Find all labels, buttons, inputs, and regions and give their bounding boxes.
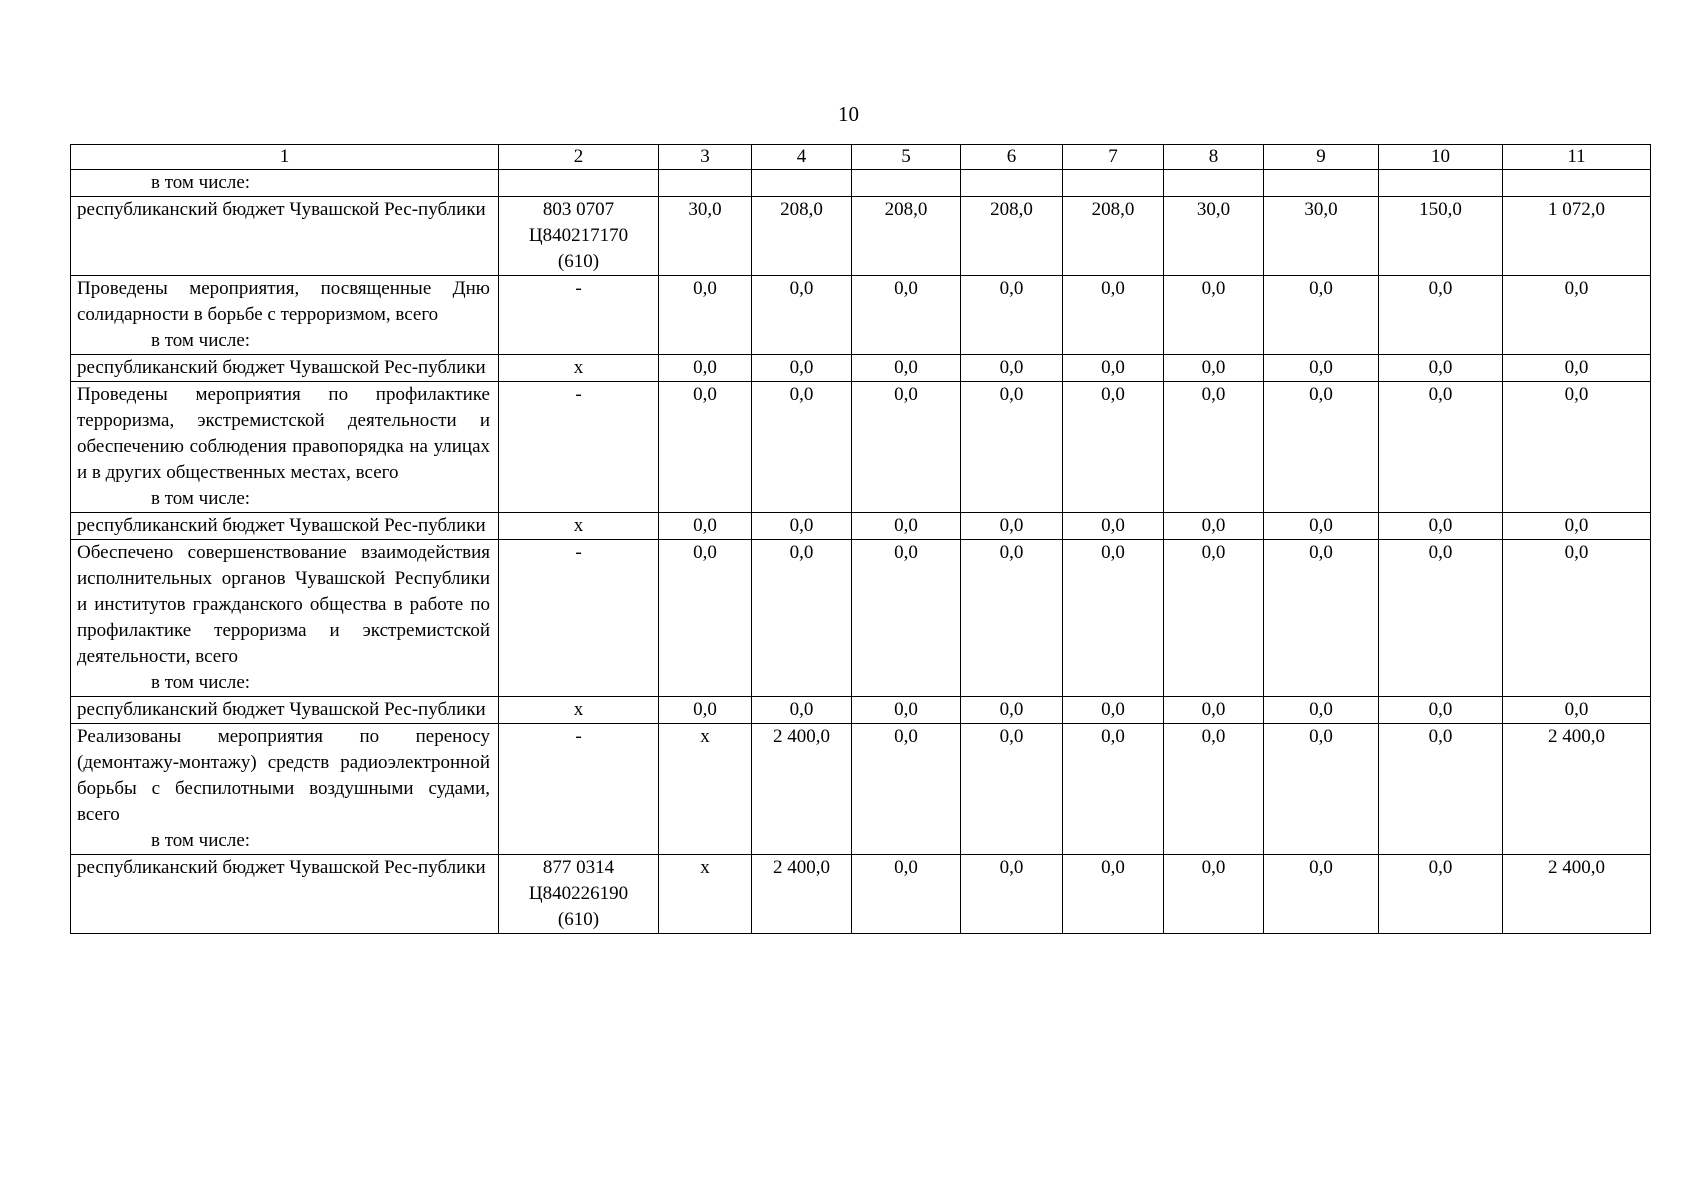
- value-cell: 0,0: [1379, 382, 1503, 513]
- value-cell: 0,0: [961, 513, 1063, 540]
- column-header: 6: [961, 145, 1063, 170]
- value-cell: [852, 170, 961, 197]
- page-number: 10: [838, 102, 859, 126]
- row-name-cell: [71, 540, 499, 697]
- budget-code: х: [499, 355, 659, 382]
- row-name-cell: [71, 276, 499, 355]
- value-cell: 0,0: [1264, 540, 1379, 697]
- table-row: [71, 855, 1651, 934]
- value-cell: х: [659, 855, 752, 934]
- value-cell: 30,0: [1164, 197, 1264, 276]
- budget-code: 803 0707 Ц840217170 (610): [499, 197, 659, 276]
- column-header: 8: [1164, 145, 1264, 170]
- table-row: [71, 513, 1651, 540]
- value-cell: 0,0: [961, 540, 1063, 697]
- value-cell: 0,0: [752, 697, 852, 724]
- value-cell: 0,0: [1164, 513, 1264, 540]
- value-cell: 0,0: [852, 540, 961, 697]
- row-name-cell: [71, 855, 499, 934]
- column-header: 9: [1264, 145, 1379, 170]
- value-cell: 0,0: [1164, 540, 1264, 697]
- value-cell: 1 072,0: [1503, 197, 1651, 276]
- value-cell: 0,0: [852, 513, 961, 540]
- value-cell: 0,0: [852, 355, 961, 382]
- value-cell: 0,0: [852, 697, 961, 724]
- value-cell: 0,0: [852, 855, 961, 934]
- budget-code: -: [499, 540, 659, 697]
- value-cell: [1264, 170, 1379, 197]
- value-cell: 0,0: [1063, 513, 1164, 540]
- column-header: 7: [1063, 145, 1164, 170]
- value-cell: 0,0: [1264, 697, 1379, 724]
- value-cell: 208,0: [752, 197, 852, 276]
- value-cell: 0,0: [752, 355, 852, 382]
- row-name-cell: [71, 197, 499, 276]
- row-subtitle: в том числе:: [151, 830, 251, 851]
- value-cell: 0,0: [1063, 724, 1164, 855]
- value-cell: [752, 170, 852, 197]
- value-cell: 30,0: [659, 197, 752, 276]
- row-name-cell: [71, 513, 499, 540]
- table-row: [71, 170, 1651, 197]
- value-cell: [1503, 170, 1651, 197]
- value-cell: 0,0: [1503, 697, 1651, 724]
- column-header: 10: [1379, 145, 1503, 170]
- value-cell: 0,0: [752, 276, 852, 355]
- value-cell: 2 400,0: [1503, 855, 1651, 934]
- row-subtitle: в том числе:: [151, 172, 251, 193]
- value-cell: [1063, 170, 1164, 197]
- value-cell: 0,0: [752, 513, 852, 540]
- value-cell: 2 400,0: [752, 855, 852, 934]
- value-cell: 0,0: [1264, 276, 1379, 355]
- budget-code: х: [499, 697, 659, 724]
- value-cell: 0,0: [961, 355, 1063, 382]
- value-cell: 0,0: [1063, 355, 1164, 382]
- value-cell: 0,0: [1164, 855, 1264, 934]
- row-name: республиканский бюджет Чувашской Рес-публики: [77, 199, 486, 220]
- row-name-cell: [71, 382, 499, 513]
- value-cell: 0,0: [852, 276, 961, 355]
- value-cell: 0,0: [659, 697, 752, 724]
- value-cell: 0,0: [1264, 855, 1379, 934]
- value-cell: 0,0: [1164, 697, 1264, 724]
- value-cell: 0,0: [1063, 855, 1164, 934]
- value-cell: 0,0: [1264, 724, 1379, 855]
- value-cell: 0,0: [1063, 382, 1164, 513]
- row-name: Реализованы мероприятия по переносу (демонтажу-монтажу) средств радиоэлектронной борьбы с беспилотными воздушными судами, всего: [77, 726, 490, 825]
- value-cell: 0,0: [1164, 276, 1264, 355]
- row-subtitle: в том числе:: [151, 672, 251, 693]
- table-row: [71, 540, 1651, 697]
- budget-code: [499, 170, 659, 197]
- value-cell: 0,0: [1164, 724, 1264, 855]
- value-cell: 2 400,0: [1503, 724, 1651, 855]
- value-cell: [659, 170, 752, 197]
- table-row: [71, 355, 1651, 382]
- value-cell: 2 400,0: [752, 724, 852, 855]
- table-row: [71, 382, 1651, 513]
- value-cell: 0,0: [1264, 382, 1379, 513]
- budget-code: х: [499, 513, 659, 540]
- value-cell: 0,0: [1503, 355, 1651, 382]
- value-cell: 0,0: [1379, 540, 1503, 697]
- table-row: [71, 697, 1651, 724]
- budget-code: -: [499, 724, 659, 855]
- table-row: [71, 724, 1651, 855]
- value-cell: 0,0: [659, 276, 752, 355]
- table-row: [71, 197, 1651, 276]
- value-cell: 0,0: [1063, 540, 1164, 697]
- budget-code: -: [499, 276, 659, 355]
- value-cell: 0,0: [659, 540, 752, 697]
- column-header: 4: [752, 145, 852, 170]
- value-cell: 30,0: [1264, 197, 1379, 276]
- header-row: [71, 145, 1651, 170]
- column-header: 5: [852, 145, 961, 170]
- value-cell: 0,0: [1264, 355, 1379, 382]
- budget-table: [70, 144, 1651, 934]
- value-cell: 0,0: [1503, 276, 1651, 355]
- value-cell: х: [659, 724, 752, 855]
- value-cell: 0,0: [752, 382, 852, 513]
- value-cell: 0,0: [1164, 355, 1264, 382]
- column-header: 1: [71, 145, 499, 170]
- row-name-cell: [71, 170, 499, 197]
- value-cell: 0,0: [1063, 697, 1164, 724]
- value-cell: 0,0: [752, 540, 852, 697]
- value-cell: 0,0: [1063, 276, 1164, 355]
- value-cell: 0,0: [961, 382, 1063, 513]
- row-name: Проведены мероприятия, посвященные Дню солидарности в борьбе с терроризмом, всего: [77, 278, 490, 325]
- budget-code: 877 0314 Ц840226190 (610): [499, 855, 659, 934]
- value-cell: [1379, 170, 1503, 197]
- value-cell: 0,0: [1503, 382, 1651, 513]
- value-cell: 0,0: [1164, 382, 1264, 513]
- value-cell: 0,0: [852, 382, 961, 513]
- value-cell: 208,0: [852, 197, 961, 276]
- row-name: республиканский бюджет Чувашской Рес-публики: [77, 699, 486, 720]
- value-cell: 0,0: [961, 697, 1063, 724]
- row-name: республиканский бюджет Чувашской Рес-публики: [77, 857, 486, 878]
- value-cell: 208,0: [1063, 197, 1164, 276]
- value-cell: 208,0: [961, 197, 1063, 276]
- value-cell: 0,0: [659, 513, 752, 540]
- column-header: 2: [499, 145, 659, 170]
- value-cell: 0,0: [1503, 540, 1651, 697]
- budget-code: -: [499, 382, 659, 513]
- value-cell: 0,0: [961, 855, 1063, 934]
- value-cell: 0,0: [1379, 355, 1503, 382]
- row-name-cell: [71, 697, 499, 724]
- row-name: республиканский бюджет Чувашской Рес-публики: [77, 357, 486, 378]
- value-cell: 0,0: [1379, 724, 1503, 855]
- value-cell: 0,0: [961, 724, 1063, 855]
- row-subtitle: в том числе:: [151, 330, 251, 351]
- row-name-cell: [71, 355, 499, 382]
- value-cell: 0,0: [1379, 276, 1503, 355]
- value-cell: 0,0: [659, 355, 752, 382]
- row-name: республиканский бюджет Чувашской Рес-публики: [77, 515, 486, 536]
- value-cell: [1164, 170, 1264, 197]
- value-cell: 150,0: [1379, 197, 1503, 276]
- table-row: [71, 276, 1651, 355]
- value-cell: 0,0: [1264, 513, 1379, 540]
- value-cell: 0,0: [1379, 855, 1503, 934]
- value-cell: [961, 170, 1063, 197]
- column-header: 3: [659, 145, 752, 170]
- row-name-cell: [71, 724, 499, 855]
- value-cell: 0,0: [659, 382, 752, 513]
- value-cell: 0,0: [961, 276, 1063, 355]
- value-cell: 0,0: [1503, 513, 1651, 540]
- value-cell: 0,0: [1379, 697, 1503, 724]
- row-name: Проведены мероприятия по профилактике терроризма, экстремистской деятельности и обеспечению соблюдения правопорядка на улицах и в других общественных местах, всего: [77, 384, 490, 483]
- row-subtitle: в том числе:: [151, 488, 251, 509]
- value-cell: 0,0: [852, 724, 961, 855]
- value-cell: 0,0: [1379, 513, 1503, 540]
- row-name: Обеспечено совершенствование взаимодействия исполнительных органов Чувашской Республики и институтов гражданского общества в работе по профилактике терроризма и экстремистской деятельности, всего: [77, 542, 490, 667]
- column-header: 11: [1503, 145, 1651, 170]
